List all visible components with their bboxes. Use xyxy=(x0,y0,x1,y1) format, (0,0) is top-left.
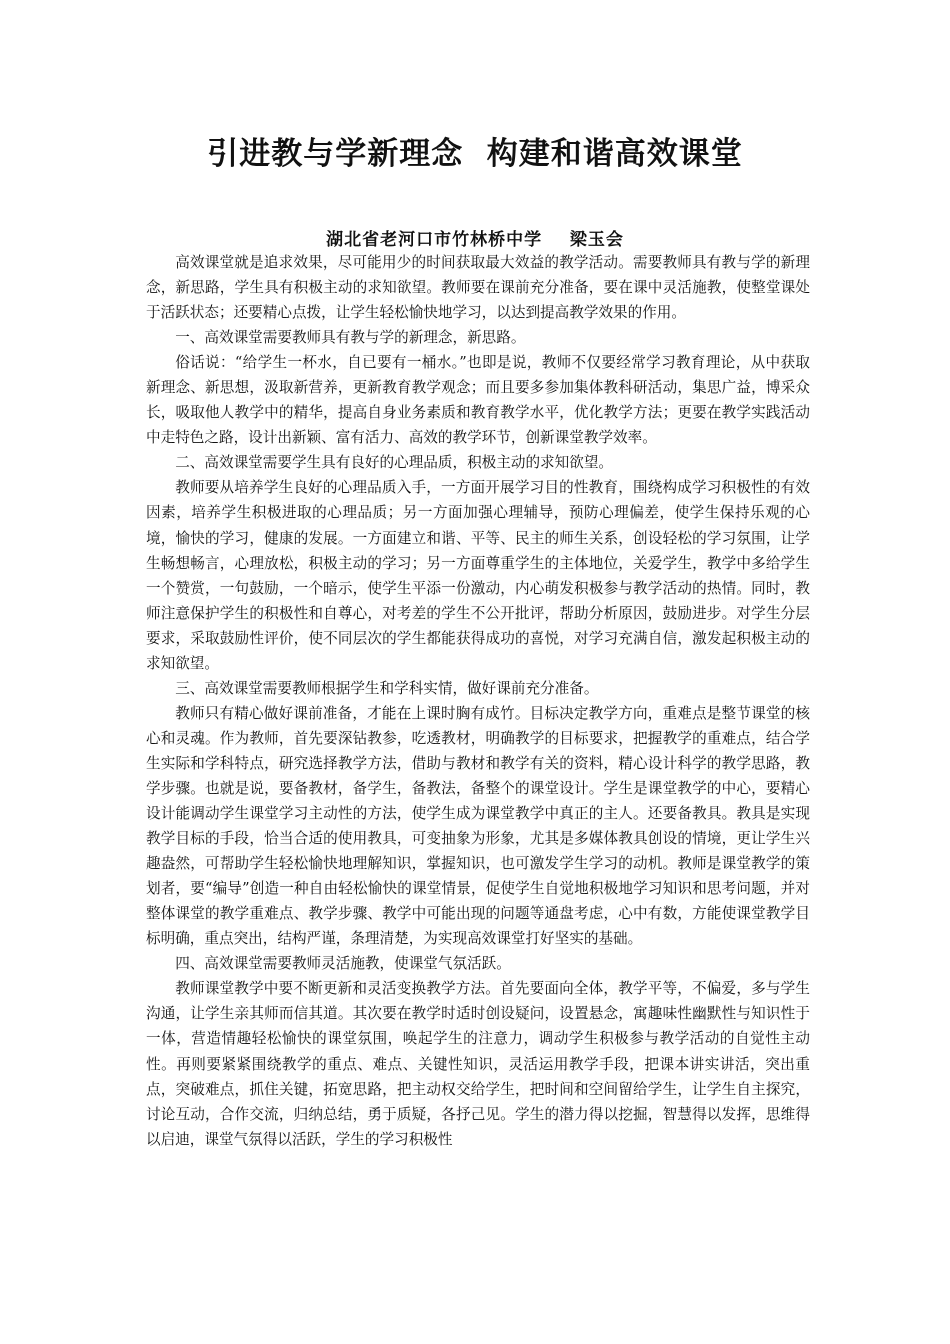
section-heading-1: 一、高效课堂需要教师具有教与学的新理念，新思路。 xyxy=(175,329,526,347)
section-heading-3: 三、高效课堂需要教师根据学生和学科实情，做好课前充分准备。 xyxy=(175,679,599,697)
paragraph-section-3: 教师只有精心做好课前准备，才能在上课时胸有成竹。目标决定教学方向，重难点是整节课堂的核心和灵魂。作为教师，首先要深钻教参，吃透教材，明确教学的目标要求，把握教学的重难点，结合学生实际和学科特点，研究选择教学方法，借助与教材和教学有关的资料，精心设计科学的教学思路，教学步骤。也就是说，要备教材，备学生，备教法，备整个的课堂设计。学生是课堂教学的中心，要精心设计能调动学生课堂学习主动性的方法，使学生成为课堂教学中真正的主人。还要备教具。教具是实现教学目标的手段，恰当合适的使用教具，可变抽象为形象，尤其是多媒体教具创设的情境，更让学生兴趣盎然，可帮助学生轻松愉快地理解知识，掌握知识，也可激发学生学习的动机。教师是课堂教学的策划者，要“编导”创造一种自由轻松愉快的课堂情景，促使学生自觉地积极地学习知识和思考问题，并对整体课堂的教学重难点、教学步骤、教学中可能出现的问题等通盘考虑，心中有数，方能使课堂教学目标明确，重点突出，结构严谨，条理清楚，为实现高效课堂打好坚实的基础。 xyxy=(146,704,810,948)
paragraph-intro: 高效课堂就是追求效果，尽可能用少的时间获取最大效益的教学活动。需要教师具有教与学的新理念，新思路，学生具有积极主动的求知欲望。教师要在课前充分准备，要在课中灵活施教，使整堂课处于活跃状态；还要精心点拨，让学生轻松愉快地学习，以达到提高教学效果的作用。 xyxy=(146,254,810,322)
paragraph-section-4: 教师课堂教学中要不断更新和灵活变换教学方法。首先要面向全体，教学平等，不偏爱，多与学生沟通，让学生亲其师而信其道。其次要在教学时适时创设疑问，设置悬念，寓趣味性幽默性与知识性于一体，营造情趣轻松愉快的课堂氛围，唤起学生的注意力，调动学生积极参与教学活动的自觉性主动性。再则要紧紧围绕教学的重点、难点、关键性知识，灵活运用教学手段，把课本讲实讲活，突出重点，突破难点，抓住关键，拓宽思路，把主动权交给学生，把时间和空间留给学生，让学生自主探究，讨论互动，合作交流，归纳总结，勇于质疑，各抒己见。学生的潜力得以挖掘，智慧得以发挥，思维得以启迪，课堂气氛得以活跃，学生的学习积极性 xyxy=(146,980,810,1148)
document-title: 引进教与学新理念 构建和谐高效课堂 xyxy=(207,136,743,172)
section-heading-2: 二、高效课堂需要学生具有良好的心理品质，积极主动的求知欲望。 xyxy=(175,454,614,472)
section-heading-4: 四、高效课堂需要教师灵活施教，使课堂气氛活跃。 xyxy=(175,955,511,973)
paragraph-section-2: 教师要从培养学生良好的心理品质入手，一方面开展学习目的性教育，围绕构成学习积极性的有效因素，培养学生积极进取的心理品质；另一方面加强心理辅导，预防心理偏差，使学生保持乐观的心境，愉快的学习，健康的发展。一方面建立和谐、平等、民主的师生关系，创设轻松的学习氛围，让学生畅想畅言，心理放松，积极主动的学习；另一方面尊重学生的主体地位，关爱学生，教学中多给学生一个赞赏，一句鼓励，一个暗示，使学生平添一份激动，内心萌发积极参与教学活动的热情。同时，教师注意保护学生的积极性和自尊心，对考差的学生不公开批评，帮助分析原因，鼓励进步。对学生分层要求，采取鼓励性评价，使不同层次的学生都能获得成功的喜悦，对学习充满自信，激发起积极主动的求知欲望。 xyxy=(146,479,810,672)
paragraph-section-1: 俗话说：“给学生一杯水，自已要有一桶水。”也即是说，教师不仅要经常学习教育理论，从中获取新理念、新思想，汲取新营养，更新教育教学观念；而且要多参加集体教科研活动，集思广益，博采众长，吸取他人教学中的精华，提高自身业务素质和教育教学水平，优化教学方法；更要在教学实践活动中走特色之路，设计出新颖、富有活力、高效的教学环节，创新课堂教学效率。 xyxy=(146,354,810,447)
author-byline: 湖北省老河口市竹林桥中学 梁玉会 xyxy=(326,230,624,250)
document-body xyxy=(146,250,810,1152)
